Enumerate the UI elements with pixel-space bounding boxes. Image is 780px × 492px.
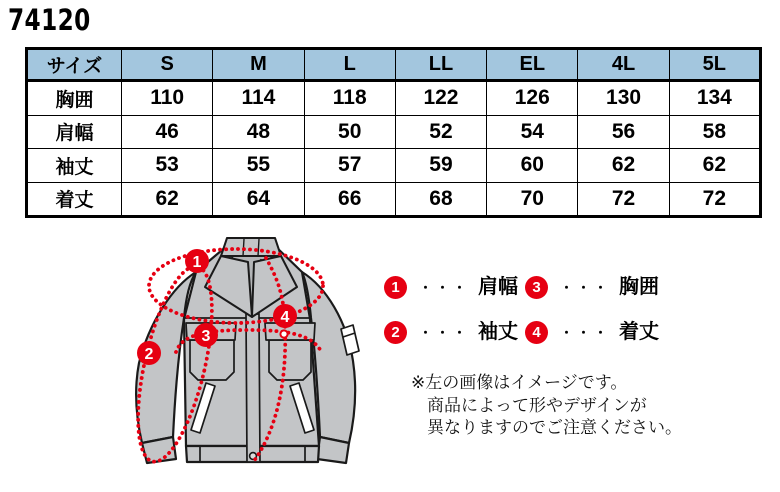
jacket-right-cuff xyxy=(317,437,349,463)
cell-value: 72 xyxy=(578,182,669,217)
cell-value: 118 xyxy=(304,81,395,116)
legend-label-length: 着丈 xyxy=(619,321,660,343)
cell-value: 58 xyxy=(669,115,760,149)
cell-value: 66 xyxy=(304,182,395,217)
back-collar xyxy=(221,238,281,256)
legend-label-chest: 胸囲 xyxy=(619,276,660,298)
cell-value: 72 xyxy=(669,182,760,217)
right-chest-pocket xyxy=(269,340,311,380)
size-col-m: M xyxy=(213,49,304,81)
table-row-sleeve xyxy=(27,149,761,183)
legend-item-shoulder xyxy=(384,276,518,299)
marker-3-number: 3 xyxy=(201,328,211,345)
table-row-length xyxy=(27,182,761,217)
cell-value: 64 xyxy=(213,182,304,217)
size-table-header-label: サイズ xyxy=(27,49,122,81)
legend-dots: ・・・ xyxy=(560,280,612,295)
note-line-1: ※左の画像はイメージです。 xyxy=(411,373,628,392)
marker-2-number: 2 xyxy=(144,346,154,363)
cell-value: 70 xyxy=(487,182,578,217)
cell-value: 62 xyxy=(669,149,760,183)
cell-value: 110 xyxy=(122,81,213,116)
cell-value: 53 xyxy=(122,149,213,183)
cell-value: 68 xyxy=(395,182,486,217)
disclaimer-note xyxy=(411,372,682,440)
size-col-s: S xyxy=(122,49,213,81)
cell-value: 50 xyxy=(304,115,395,149)
marker-1-number: 1 xyxy=(192,254,202,271)
cell-value: 134 xyxy=(669,81,760,116)
note-line-2: 商品によって形やデザインが xyxy=(427,395,647,415)
cell-value: 46 xyxy=(122,115,213,149)
front-placket xyxy=(246,314,260,462)
cell-value: 59 xyxy=(395,149,486,183)
cell-value: 62 xyxy=(578,149,669,183)
legend-dots: ・・・ xyxy=(419,325,471,340)
legend-item-sleeve xyxy=(384,321,518,344)
row-label-sleeve: 袖丈 xyxy=(27,149,122,183)
row-label-shoulder: 肩幅 xyxy=(27,115,122,149)
cell-value: 114 xyxy=(213,81,304,116)
cell-value: 56 xyxy=(578,115,669,149)
note-line-3: 異なりますのでご注意ください。 xyxy=(427,418,682,437)
row-label-length: 着丈 xyxy=(27,182,122,217)
cell-value: 52 xyxy=(395,115,486,149)
legend-marker-4: 4 xyxy=(525,321,548,344)
legend-label-shoulder: 肩幅 xyxy=(478,276,519,298)
size-table-header-row xyxy=(27,49,761,81)
legend-dots: ・・・ xyxy=(419,280,471,295)
marker-4-number: 4 xyxy=(280,309,290,326)
size-col-4l: 4L xyxy=(578,49,669,81)
legend-item-length xyxy=(525,321,659,344)
size-col-5l: 5L xyxy=(669,49,760,81)
table-row-shoulder xyxy=(27,115,761,149)
cell-value: 62 xyxy=(122,182,213,217)
legend-marker-3: 3 xyxy=(525,276,548,299)
cell-value: 55 xyxy=(213,149,304,183)
intersection-dot xyxy=(280,330,287,337)
cell-value: 48 xyxy=(213,115,304,149)
legend-marker-1: 1 xyxy=(384,276,407,299)
cell-value: 60 xyxy=(487,149,578,183)
left-chest-pocket xyxy=(190,340,234,380)
jacket-illustration xyxy=(105,231,365,487)
size-table xyxy=(25,47,762,218)
product-code: 74120 xyxy=(8,3,91,37)
size-col-l: L xyxy=(304,49,395,81)
size-col-ll: LL xyxy=(395,49,486,81)
legend-marker-2: 2 xyxy=(384,321,407,344)
legend-item-chest xyxy=(525,276,659,299)
size-col-el: EL xyxy=(487,49,578,81)
jacket-diagram xyxy=(105,231,365,487)
cell-value: 130 xyxy=(578,81,669,116)
row-label-chest: 胸囲 xyxy=(27,81,122,116)
cell-value: 126 xyxy=(487,81,578,116)
legend-label-sleeve: 袖丈 xyxy=(478,321,519,343)
cell-value: 54 xyxy=(487,115,578,149)
legend-dots: ・・・ xyxy=(560,325,612,340)
cell-value: 57 xyxy=(304,149,395,183)
cell-value: 122 xyxy=(395,81,486,116)
table-row-chest xyxy=(27,81,761,116)
